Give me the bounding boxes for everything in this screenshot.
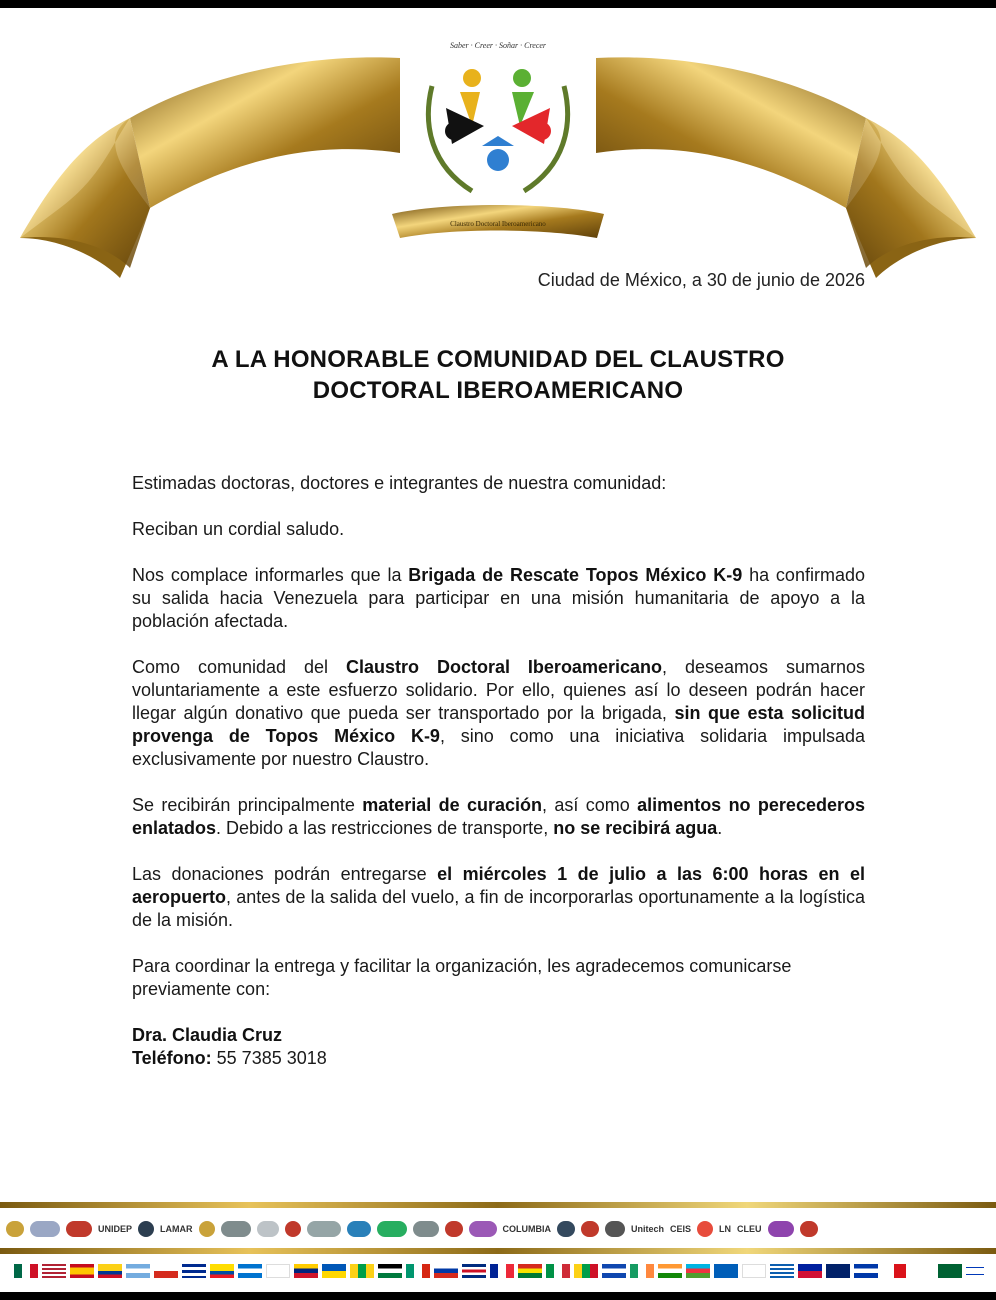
- paragraph-coordinar: Para coordinar la entrega y facilitar la organización, les agradecemos comunicarse previamente con:: [132, 956, 792, 999]
- salute: Reciban un cordial saludo.: [132, 519, 345, 539]
- partner-logo: [413, 1221, 439, 1237]
- flag-israel-icon: [966, 1264, 984, 1278]
- flag-ukraine-icon: [322, 1264, 346, 1278]
- flag-mexico-icon: [14, 1264, 38, 1278]
- partner-logo-lamar: LAMAR: [160, 1224, 193, 1234]
- partner-logo-columbia: COLUMBIA: [502, 1224, 552, 1234]
- partner-logo: [257, 1221, 279, 1237]
- gold-divider-bottom: [0, 1248, 996, 1254]
- partner-logo-ceis: CEIS: [670, 1224, 692, 1234]
- seal-banner-text: Claustro Doctoral Iberoamericano: [450, 220, 546, 228]
- contact-phone-label: Teléfono:: [132, 1048, 212, 1068]
- partner-logo-unitech: Unitech: [631, 1224, 665, 1234]
- partner-logo-cleu: CLEU: [737, 1224, 762, 1234]
- gold-divider-top: [0, 1202, 996, 1208]
- paragraph-brigada: Nos complace informarles que la Brigada de Rescate Topos México K-9 ha confirmado su salida hacia Venezuela para participar en una misión humanitaria de apoyo a la población afectada.: [132, 565, 865, 631]
- partner-logo: [6, 1221, 24, 1237]
- flag-spain-icon: [70, 1264, 94, 1278]
- partner-logo: [469, 1221, 497, 1237]
- partner-logo: [221, 1221, 251, 1237]
- flag-italy-icon: [546, 1264, 570, 1278]
- flag-france-icon: [490, 1264, 514, 1278]
- flag-india-icon: [658, 1264, 682, 1278]
- flag-icon: [350, 1264, 374, 1278]
- flag-cyprus-icon: [910, 1264, 934, 1278]
- claustro-seal-logo: [372, 26, 624, 256]
- partner-logo: [697, 1221, 713, 1237]
- flag-colombia-icon: [98, 1264, 122, 1278]
- letter-page: [0, 8, 996, 1292]
- partner-logo: [768, 1221, 794, 1237]
- letter-date: Ciudad de México, a 30 de junio de 2026: [537, 270, 865, 290]
- flag-costa-rica-icon: [462, 1264, 486, 1278]
- partner-logo-unidep: UNIDEP: [98, 1224, 133, 1234]
- partner-logo: [581, 1221, 599, 1237]
- letter-title: [100, 344, 896, 406]
- flag-azerbaijan-icon: [686, 1264, 710, 1278]
- flag-haiti-icon: [798, 1264, 822, 1278]
- flag-ireland-icon: [630, 1264, 654, 1278]
- flag-icon: [406, 1264, 430, 1278]
- partner-logo: [66, 1221, 92, 1237]
- flag-nicaragua-icon: [854, 1264, 878, 1278]
- contact-block: [132, 1024, 865, 1070]
- title-line-1: A LA HONORABLE COMUNIDAD DEL CLAUSTRO: [211, 346, 785, 373]
- letter-body: [132, 472, 865, 1070]
- flag-greece-icon: [770, 1264, 794, 1278]
- partner-logos-row: [6, 1216, 990, 1242]
- flag-korea-icon: [266, 1264, 290, 1278]
- flag-panama-icon: [882, 1264, 906, 1278]
- greeting: Estimadas doctoras, doctores e integrantes de nuestra comunidad:: [132, 473, 667, 493]
- partner-logo: [377, 1221, 407, 1237]
- flag-palestine-icon: [378, 1264, 402, 1278]
- partner-logo: [138, 1221, 154, 1237]
- footer-partners: [0, 1202, 996, 1292]
- partner-logo: [800, 1221, 818, 1237]
- partner-logo: [30, 1221, 60, 1237]
- flag-honduras-icon: [238, 1264, 262, 1278]
- paragraph-comunidad: Como comunidad del Claustro Doctoral Iberoamericano, deseamos sumarnos voluntariamente a este esfuerzo solidario. Por ello, quienes así lo deseen podrán hacer llegar algún donativo que pueda ser transportado por la brigada, sin que esta solicitud provenga de Topos México K-9, sino como una iniciativa solidaria impulsada exclusivamente por nuestro Claustro.: [132, 657, 866, 769]
- flag-georgia-icon: [742, 1264, 766, 1278]
- paragraph-entrega: Las donaciones podrán entregarse el miércoles 1 de julio a las 6:00 horas en el aeropuerto, antes de la salida del vuelo, a fin de incorporarlas oportunamente a la logística de la misión.: [132, 864, 865, 930]
- partner-logo: [445, 1221, 463, 1237]
- flag-mauritania-icon: [938, 1264, 962, 1278]
- seal-motto: Saber · Creer · Soñar · Crecer: [449, 41, 547, 50]
- partner-logo-ln: LN: [719, 1224, 732, 1234]
- contact-name: Dra. Claudia Cruz: [132, 1025, 283, 1045]
- partner-logo: [199, 1221, 215, 1237]
- partner-logo: [557, 1221, 575, 1237]
- flag-el-salvador-icon: [602, 1264, 626, 1278]
- flag-usa-icon: [42, 1264, 66, 1278]
- flag-uk-icon: [826, 1264, 850, 1278]
- flag-venezuela-icon: [294, 1264, 318, 1278]
- partner-logo: [307, 1221, 341, 1237]
- flag-russia-icon: [434, 1264, 458, 1278]
- flag-cuba-icon: [182, 1264, 206, 1278]
- flag-bolivia-icon: [518, 1264, 542, 1278]
- country-flags-row: [14, 1264, 984, 1278]
- flag-icon: [574, 1264, 598, 1278]
- title-line-2: DOCTORAL IBEROAMERICANO: [312, 377, 684, 404]
- flag-ecuador-icon: [210, 1264, 234, 1278]
- contact-phone: 55 7385 3018: [211, 1048, 327, 1068]
- paragraph-donativos: Se recibirán principalmente material de curación, así como alimentos no perecederos enlatados. Debido a las restricciones de transporte, no se recibirá agua.: [132, 795, 865, 838]
- flag-chile-icon: [154, 1264, 178, 1278]
- flag-argentina-icon: [126, 1264, 150, 1278]
- partner-logo: [285, 1221, 301, 1237]
- partner-logo: [347, 1221, 371, 1237]
- partner-logo: [605, 1221, 625, 1237]
- flag-scotland-icon: [714, 1264, 738, 1278]
